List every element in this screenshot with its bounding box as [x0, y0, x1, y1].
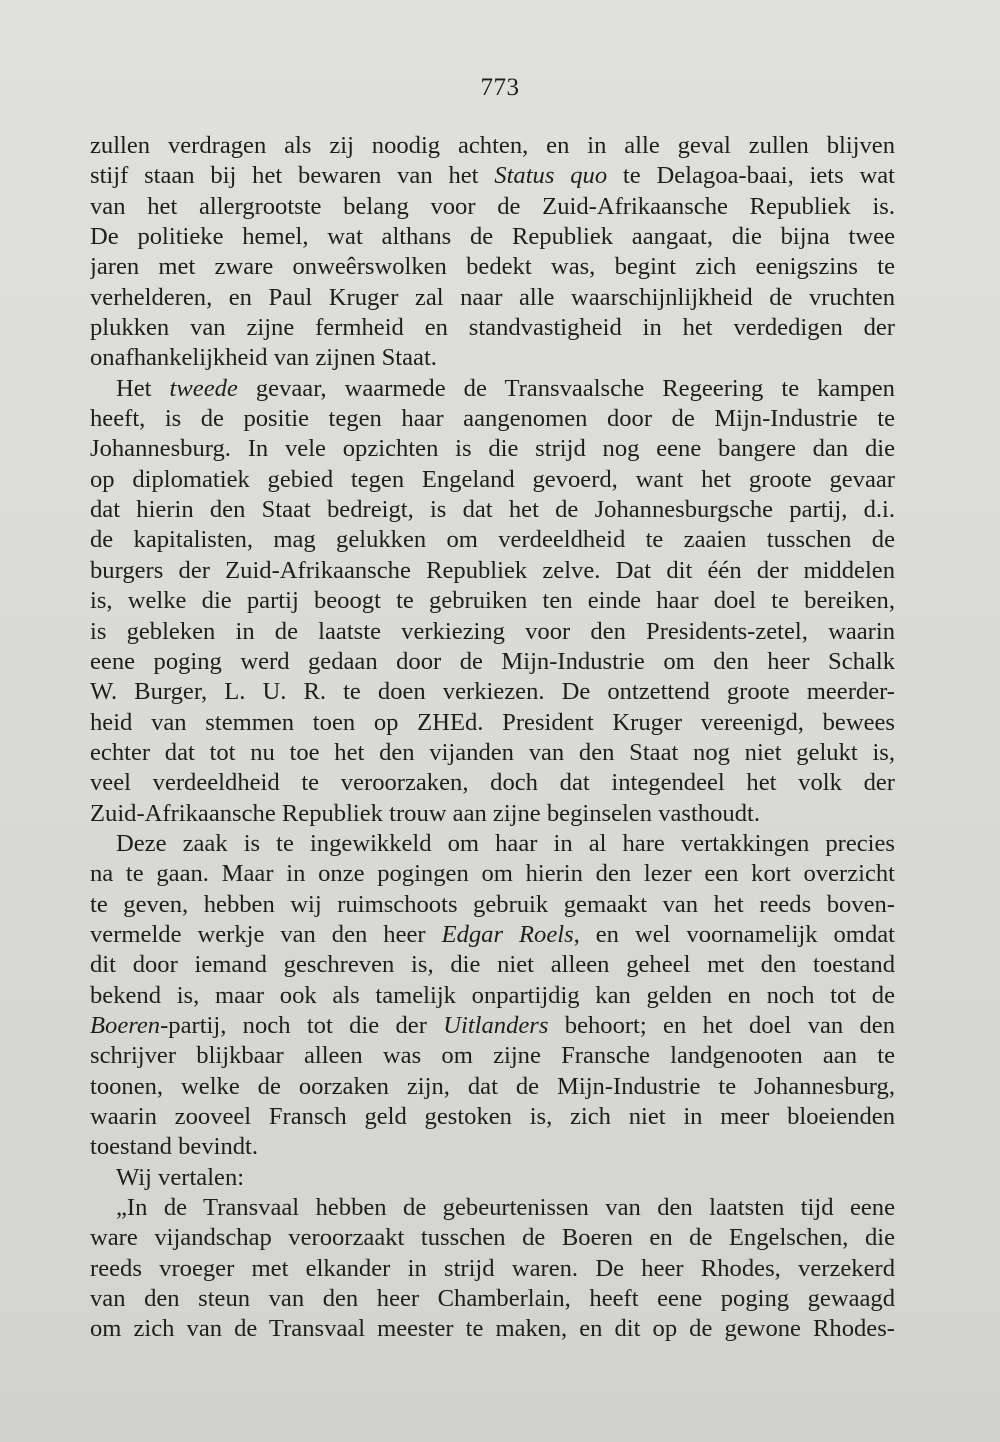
line-text: behoort; en het doel van den — [548, 1011, 895, 1039]
line-text: schrijver blijkbaar alleen was om zijne Fransche landgenooten aan te — [90, 1042, 895, 1070]
italic-text: Uitlanders — [443, 1011, 549, 1039]
line-text: W. Burger, L. U. R. te doen verkiezen. De ontzettend groote meerder- — [90, 678, 895, 706]
text-line — [90, 859, 895, 889]
line-text: na te gaan. Maar in onze pogingen om hierin den lezer een kort overzicht — [90, 860, 895, 888]
line-text: verhelderen, en Paul Kruger zal naar alle waarschijnlijkheid de vruchten — [90, 283, 895, 311]
line-text: eene poging werd gedaan door de Mijn-Industrie om den heer Schalk — [90, 647, 895, 675]
line-text: Zuid-Afrikaansche Republiek trouw aan zijne beginselen vasthoudt. — [90, 799, 760, 827]
text-line — [90, 586, 895, 616]
line-text: , en wel voornamelijk omdat — [573, 920, 895, 948]
text-line — [90, 313, 895, 343]
line-text: „In de Transvaal hebben de gebeurtenissen van den laatsten tijd eene — [116, 1194, 895, 1222]
italic-text: Boeren — [90, 1011, 161, 1039]
line-text: toonen, welke de oorzaken zijn, dat de Mijn-Industrie te Johannesburg, — [90, 1072, 895, 1100]
line-text: van den steun van den heer Chamberlain, heeft eene poging gewaagd — [90, 1285, 895, 1313]
text-line — [90, 131, 895, 161]
text-line — [90, 677, 895, 707]
line-text: dat hierin den Staat bedreigt, is dat het de Johannesburgsche partij, d.i. — [90, 496, 895, 524]
page-number: 773 — [480, 74, 520, 101]
line-text: burgers der Zuid-Afrikaansche Republiek zelve. Dat dit één der middelen — [90, 556, 895, 584]
text-line — [90, 404, 895, 434]
text-line — [90, 1284, 895, 1314]
line-text: plukken van zijne fermheid en standvastigheid in het verdedigen der — [90, 314, 895, 342]
italic-text: Status quo — [494, 162, 608, 190]
line-text: heeft, is de positie tegen haar aangenomen door de Mijn-Industrie te — [90, 405, 895, 433]
line-text: heid van stemmen toen op ZHEd. President Kruger vereenigd, bewees — [90, 708, 895, 736]
text-line — [90, 192, 895, 222]
line-text: -partij, noch tot die der — [160, 1011, 444, 1039]
line-text: ware vijandschap veroorzaakt tusschen de Boeren en de Engelschen, die — [90, 1224, 895, 1252]
line-text: te Delagoa-baai, iets wat — [607, 162, 895, 190]
line-text: vermelde werkje van den heer — [90, 920, 442, 948]
text-line — [90, 981, 895, 1011]
text-line — [90, 1223, 895, 1253]
text-line — [90, 1254, 895, 1284]
text-line — [90, 465, 895, 495]
line-text: de kapitalisten, mag gelukken om verdeeldheid te zaaien tusschen de — [90, 526, 895, 554]
text-line — [90, 617, 895, 647]
text-line — [90, 1163, 895, 1193]
text-line — [90, 434, 895, 464]
text-line — [90, 1072, 895, 1102]
line-text: toestand bevindt. — [90, 1133, 259, 1161]
text-line — [90, 283, 895, 313]
line-text: veel verdeeldheid te veroorzaken, doch dat integendeel het volk der — [90, 769, 895, 797]
text-line — [90, 1011, 895, 1041]
text-line — [90, 1314, 895, 1344]
text-line — [90, 738, 895, 768]
text-line — [90, 1193, 895, 1223]
line-text: gevaar, waarmede de Transvaalsche Regeering te kampen — [237, 374, 895, 402]
line-text: Deze zaak is te ingewikkeld om haar in al hare vertakkingen precies — [116, 829, 895, 857]
body-text — [90, 131, 895, 1345]
text-line — [90, 252, 895, 282]
text-line — [90, 1041, 895, 1071]
line-text: stijf staan bij het bewaren van het — [90, 162, 495, 190]
text-line — [90, 950, 895, 980]
line-text: echter dat tot nu toe het den vijanden van den Staat nog niet gelukt is, — [90, 738, 895, 766]
line-text: op diplomatiek gebied tegen Engeland gevoerd, want het groote gevaar — [90, 465, 895, 493]
text-line — [90, 920, 895, 950]
text-line — [90, 374, 895, 404]
line-text: te geven, hebben wij ruimschoots gebruik gemaakt van het reeds boven- — [90, 890, 895, 918]
line-text: waarin zooveel Fransch geld gestoken is, zich niet in meer bloeienden — [90, 1103, 895, 1130]
text-line — [90, 222, 895, 252]
text-line — [90, 556, 895, 586]
line-text: Wij vertalen: — [116, 1163, 245, 1191]
line-text: Johannesburg. In vele opzichten is die strijd nog eene bangere dan die — [90, 435, 895, 463]
text-line — [90, 829, 895, 859]
italic-text: Edgar Roels — [441, 920, 574, 948]
line-text: onafhankelijkheid van zijnen Staat. — [90, 344, 437, 372]
text-line — [90, 799, 895, 829]
line-text: bekend is, maar ook als tamelijk onpartijdig kan gelden en noch tot de — [90, 981, 895, 1009]
text-line — [90, 525, 895, 555]
line-text: van het allergrootste belang voor de Zuid-Afrikaansche Republiek is. — [90, 192, 895, 220]
line-text: is, welke die partij beoogt te gebruiken ten einde haar doel te bereiken, — [90, 587, 895, 615]
line-text: dit door iemand geschreven is, die niet alleen geheel met den toestand — [90, 951, 895, 979]
text-line — [90, 1132, 895, 1162]
text-line — [90, 890, 895, 920]
text-line — [90, 768, 895, 798]
text-line — [90, 708, 895, 738]
line-text: Het — [116, 374, 170, 402]
text-line — [90, 495, 895, 525]
line-text: is gebleken in de laatste verkiezing voor den Presidents-zetel, waarin — [90, 617, 895, 645]
line-text: zullen verdragen als zij noodig achten, en in alle geval zullen blijven — [90, 132, 895, 159]
line-text: De politieke hemel, wat althans de Republiek aangaat, die bijna twee — [90, 223, 895, 251]
text-line — [90, 343, 895, 373]
line-text: reeds vroeger met elkander in strijd waren. De heer Rhodes, verzekerd — [90, 1254, 895, 1282]
text-line — [90, 647, 895, 677]
line-text: jaren met zware onweêrswolken bedekt was, begint zich eenigszins te — [90, 253, 895, 281]
text-line — [90, 1102, 895, 1132]
text-line — [90, 161, 895, 191]
italic-text: tweede — [169, 374, 238, 402]
line-text: om zich van de Transvaal meester te maken, en dit op de gewone Rhodes- — [90, 1315, 895, 1343]
